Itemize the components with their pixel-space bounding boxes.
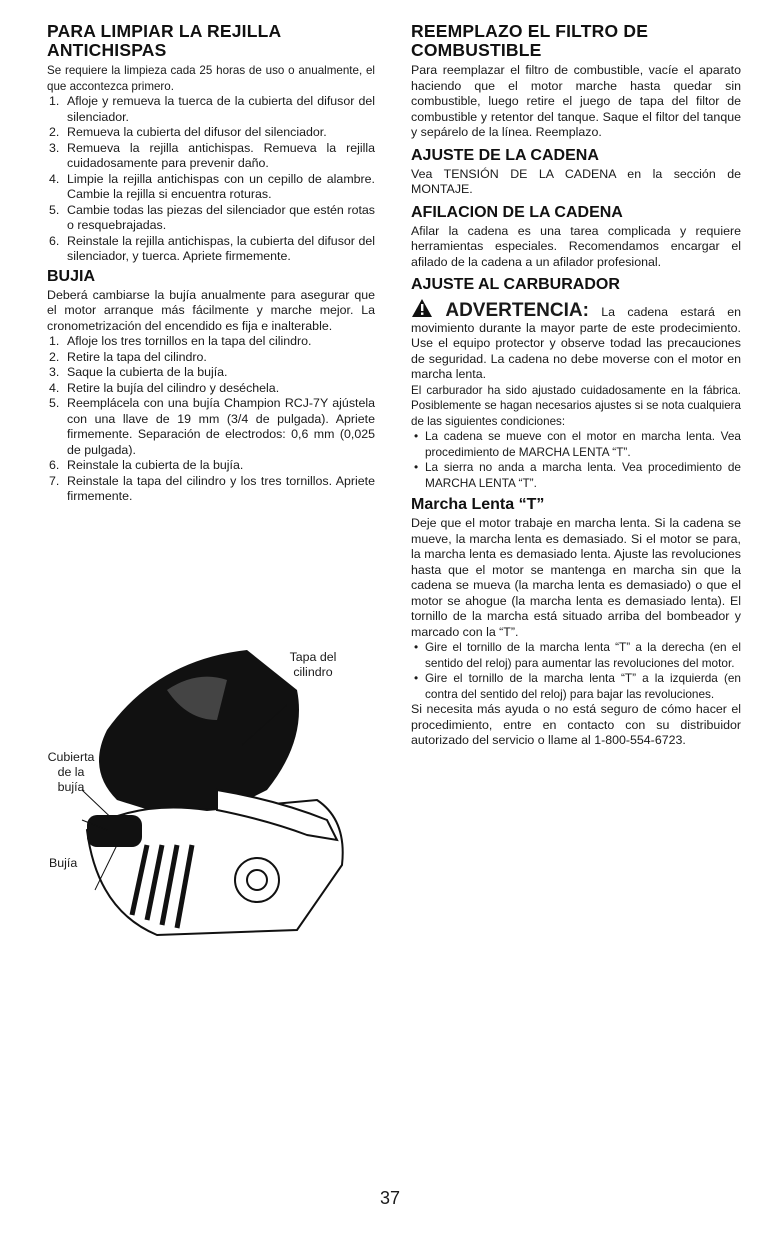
list-item: 3. Remueva la rejilla antichispas. Remueva la rejilla cuidadosamente para prevenir daño. (49, 140, 375, 170)
help-contact: Si necesita más ayuda o no está seguro de cómo hacer el procedimiento, entre en contacto con su distribuidor autorizado del servicio o llame al 1-800-554-6723. (411, 702, 741, 747)
label-plug-cover: Cubierta de la bujía (47, 750, 95, 794)
list-item: 5. Reemplácela con una bujía Champion RCJ-7Y ajústela con una llave de 19 mm (3/4 de pulgada). Apriete firmemente. Separación de electrodos: 0,6 mm (0,025 de pulgada). (49, 396, 375, 457)
spark-arrester-steps (47, 94, 375, 265)
carburetor-conditions (411, 429, 741, 491)
section-title-carburetor: AJUSTE AL CARBURADOR (411, 276, 620, 293)
fuel-filter-body: Para reemplazar el filtro de combustible, vacíe el aparato haciendo que el motor marche hasta quedar sin combustible, luego retire el juego de tapa del filtor de combustible y retentor del tanque. Saque el filtor del tanque y sepárelo de la línea. Reemplazo. (411, 63, 741, 139)
warning-title: ADVERTENCIA: (445, 300, 589, 321)
section-title-spark-arrester: PARA LIMPIAR LA REJILLA ANTICHISPAS (47, 21, 281, 60)
list-item: 1. Afloje y remueva la tuerca de la cubierta del difusor del silenciador. (49, 94, 375, 124)
list-item: 7. Reinstale la tapa del cilindro y los tres tornillos. Apriete firmemente. (49, 473, 375, 503)
section-title-spark-plug: BUJIA (47, 267, 96, 285)
engine-drawing (47, 650, 357, 940)
section-title-idle-speed: Marcha Lenta “T” (411, 496, 545, 513)
right-column (411, 22, 741, 749)
list-item: 5. Cambie todas las piezas del silenciador que estén rotas o resquebrajadas. (49, 202, 375, 232)
list-item: 2. Retire la tapa del cilindro. (49, 349, 207, 364)
warning-paragraph (411, 298, 741, 383)
list-item: • La sierra no anda a marcha lenta. Vea procedimiento de MARCHA LENTA “T”. (414, 460, 741, 490)
spark-plug-intro: Deberá cambiarse la bujía anualmente para asegurar que el motor arranque más fácilmente y marche mejor. La cronometrización del encendido es fija e inalterable. (47, 287, 375, 333)
list-item: 6. Reinstale la cubierta de la bujía. (49, 458, 244, 472)
list-item: 4. Retire la bujía del cilindro y deséchela. (49, 380, 280, 395)
left-column (47, 22, 375, 505)
carburetor-body: El carburador ha sido ajustado cuidadosamente en la fábrica. Posiblemente se hagan necesarios ajustes si se nota cualquiera de las siguientes condiciones: (411, 383, 741, 428)
list-item: 4. Limpie la rejilla antichispas con un cepillo de alambre. Cambie la rejilla si encuentra roturas. (49, 171, 375, 201)
list-item: 3. Saque la cubierta de la bujía. (49, 365, 228, 379)
idle-speed-body: Deje que el motor trabaje en marcha lenta. Si la cadena se mueve, la marcha lenta es demasiado. Si el motor se para, la marcha lenta es demasiado lenta. Ajuste las revoluciones hasta que el motor se mantenga en marcha sin que la cadena se mueva (la marcha lenta es demasiado) o que el motor se ahogue (la marcha lenta es demasiado lenta). El tornillo de la marcha está situado arriba del bombeador y marcado con la “T”. (411, 516, 741, 639)
list-item: 6. Reinstale la rejilla antichispas, la cubierta del difusor del silenciador, y tuerca. Apriete firmemente. (49, 233, 375, 263)
label-cylinder-cover: Tapa del cilindro (289, 650, 337, 679)
page-number: 37 (380, 1188, 401, 1208)
chain-sharpen-body: Afilar la cadena es una tarea complicada y requiere herramientas especiales. Recomendamos encargar el afilado de la cadena a un afilador profesional. (411, 223, 741, 269)
section-title-chain-sharpen: AFILACION DE LA CADENA (411, 203, 623, 221)
label-spark-plug: Bujía (49, 856, 78, 870)
list-item: • Gire el tornillo de la marcha lenta “T” a la derecha (en el sentido del reloj) para aumentar las revoluciones del motor. (414, 640, 741, 670)
list-item: 1. Afloje los tres tornillos en la tapa del cilindro. (49, 334, 312, 348)
section-title-chain-adjust: AJUSTE DE LA CADENA (411, 146, 599, 164)
chain-adjust-body: Vea TENSIÓN DE LA CADENA en la sección de MONTAJE. (411, 166, 741, 196)
warning-body: La cadena estará en movimiento durante la mayor parte de este prodecimiento. Use el equipo protector y observe todad las precauciones de seguridad. La cadena no debe moverse con el motor en marcha lenta. (411, 305, 741, 381)
spark-plug-steps (47, 334, 375, 505)
list-item: • Gire el tornillo de la marcha lenta “T” a la izquierda (en contra del sentido del reloj) para bajar las revoluciones. (414, 671, 741, 701)
section-title-fuel-filter: REEMPLAZO EL FILTRO DE COMBUSTIBLE (411, 21, 649, 60)
list-item: 2. Remueva la cubierta del difusor del silenciador. (49, 125, 327, 139)
chainsaw-cylinder-illustration (47, 650, 357, 940)
list-item: • La cadena se mueve con el motor en marcha lenta. Vea procedimiento de MARCHA LENTA “T”. (414, 429, 741, 459)
warning-triangle-icon (411, 298, 433, 318)
idle-speed-steps (411, 640, 741, 702)
spark-arrester-intro: Se requiere la limpieza cada 25 horas de uso o anualmente, el que accontezca primero. (47, 64, 375, 93)
